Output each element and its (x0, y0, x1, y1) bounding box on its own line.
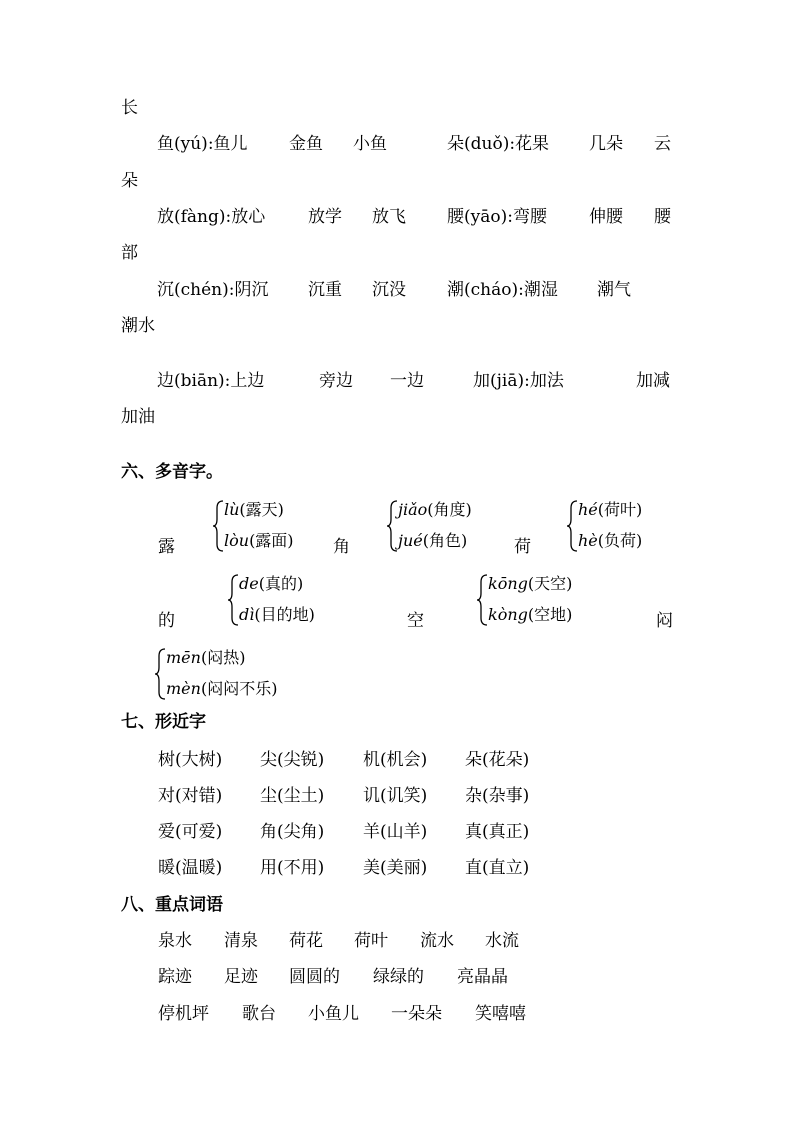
reading-line (488, 576, 572, 592)
similar-char: 角(尖角) (260, 822, 325, 842)
key-word: 小鱼儿 (308, 1004, 359, 1024)
vocab-word: 腰 (654, 207, 671, 227)
section-title: 六、多音字。 (121, 462, 223, 482)
pinyin: kōng (488, 574, 528, 593)
vocab-word: 沉没 (372, 280, 406, 300)
polyphone-char: 闷 (656, 611, 673, 631)
vocab-word: 放学 (308, 207, 342, 227)
vocab-word: 鱼(yú):鱼儿 (157, 134, 248, 154)
similar-char: 对(对错) (158, 786, 223, 806)
example-word: (角色) (422, 531, 468, 550)
pinyin: mèn (166, 679, 201, 698)
vocab-word: 放飞 (372, 207, 406, 227)
reading-line (398, 502, 472, 518)
polyphone-char: 角 (333, 537, 350, 557)
vocab-word: 云 (654, 134, 671, 154)
pinyin: kòng (488, 605, 528, 624)
pinyin: hé (578, 500, 598, 519)
similar-char: 朵(花朵) (465, 750, 530, 770)
pinyin: mēn (166, 648, 201, 667)
vocab-word: 沉(chén):阴沉 (157, 280, 269, 300)
key-word: 荷花 (289, 931, 323, 951)
vocab-word: 潮气 (597, 280, 631, 300)
example-word: (负荷) (597, 531, 643, 550)
vocab-word: 小鱼 (353, 134, 387, 154)
example-word: (天空) (527, 574, 573, 593)
similar-char: 爱(可爱) (158, 822, 223, 842)
reading-line (224, 533, 294, 549)
vocab-word: 腰(yāo):弯腰 (447, 207, 547, 227)
pinyin: lù (224, 500, 240, 519)
reading-line (578, 502, 642, 518)
vocab-word: 加(jiā):加法 (473, 371, 564, 391)
brace-icon (566, 500, 578, 552)
key-word: 笑嘻嘻 (475, 1004, 526, 1024)
similar-char: 用(不用) (260, 858, 325, 878)
brace-icon (227, 574, 239, 626)
vocab-word: 旁边 (319, 371, 353, 391)
similar-char: 尖(尖锐) (260, 750, 325, 770)
key-word: 荷叶 (354, 931, 388, 951)
vocab-word: 朵(duǒ):花果 (447, 134, 550, 154)
vocab-word: 沉重 (308, 280, 342, 300)
wrap-word: 加油 (121, 407, 155, 427)
brace-icon (154, 648, 166, 700)
reading-line (578, 533, 642, 549)
key-word: 流水 (420, 931, 454, 951)
pinyin: dì (239, 605, 255, 624)
example-word: (露面) (249, 531, 294, 550)
vocab-word: 放(fàng):放心 (157, 207, 266, 227)
example-word: (目的地) (254, 605, 315, 624)
similar-char: 杂(杂事) (465, 786, 530, 806)
pinyin: de (239, 574, 259, 593)
reading-line (239, 607, 315, 623)
example-word: (荷叶) (597, 500, 643, 519)
vocab-word: 潮(cháo):潮湿 (447, 280, 558, 300)
polyphone-char: 露 (158, 537, 175, 557)
reading-line (398, 533, 467, 549)
vocab-word: 边(biān):上边 (157, 371, 265, 391)
wrap-word: 潮水 (121, 316, 155, 336)
key-word: 歌台 (242, 1004, 276, 1024)
example-word: (露天) (239, 500, 284, 519)
key-word: 踪迹 (158, 967, 192, 987)
section-title: 七、形近字 (121, 712, 206, 732)
similar-char: 讥(讥笑) (363, 786, 428, 806)
pinyin: hè (578, 531, 598, 550)
key-word: 泉水 (158, 931, 192, 951)
polyphone-char: 空 (407, 611, 424, 631)
key-word: 停机坪 (158, 1004, 209, 1024)
similar-char: 直(直立) (465, 858, 530, 878)
pinyin: jué (398, 531, 423, 550)
vocab-word: 几朵 (589, 134, 623, 154)
pinyin: jiǎo (398, 500, 428, 519)
similar-char: 羊(山羊) (363, 822, 428, 842)
similar-char: 尘(尘土) (260, 786, 325, 806)
brace-icon (476, 574, 488, 626)
similar-char: 美(美丽) (363, 858, 428, 878)
key-word: 清泉 (224, 931, 258, 951)
wrap-word: 部 (121, 243, 138, 263)
brace-icon (212, 500, 224, 552)
key-word: 足迹 (224, 967, 258, 987)
example-word: (闷热) (200, 648, 246, 667)
similar-char: 真(真正) (465, 822, 530, 842)
polyphone-char: 荷 (514, 537, 531, 557)
vocab-word: 伸腰 (589, 207, 623, 227)
polyphone-char: 的 (158, 611, 175, 631)
example-word: (闷闷不乐) (200, 679, 278, 698)
similar-char: 暖(温暖) (158, 858, 223, 878)
pinyin: lòu (224, 531, 250, 550)
reading-line (224, 502, 284, 518)
vocab-word: 金鱼 (289, 134, 323, 154)
key-word: 绿绿的 (373, 967, 424, 987)
similar-char: 树(大树) (158, 750, 223, 770)
similar-char: 机(机会) (363, 750, 428, 770)
key-word: 圆圆的 (289, 967, 340, 987)
key-word: 亮晶晶 (457, 967, 508, 987)
reading-line (166, 650, 245, 666)
vocab-word: 一边 (390, 371, 424, 391)
section-title: 八、重点词语 (121, 895, 223, 915)
example-word: (真的) (258, 574, 304, 593)
key-word: 一朵朵 (391, 1004, 442, 1024)
wrap-word: 朵 (121, 171, 138, 191)
reading-line (239, 576, 303, 592)
vocab-word: 加减 (636, 371, 670, 391)
example-word: (空地) (527, 605, 573, 624)
brace-icon (386, 500, 398, 552)
reading-line (166, 681, 277, 697)
example-word: (角度) (427, 500, 472, 519)
key-word: 水流 (485, 931, 519, 951)
wrap-word: 长 (121, 98, 138, 118)
reading-line (488, 607, 572, 623)
